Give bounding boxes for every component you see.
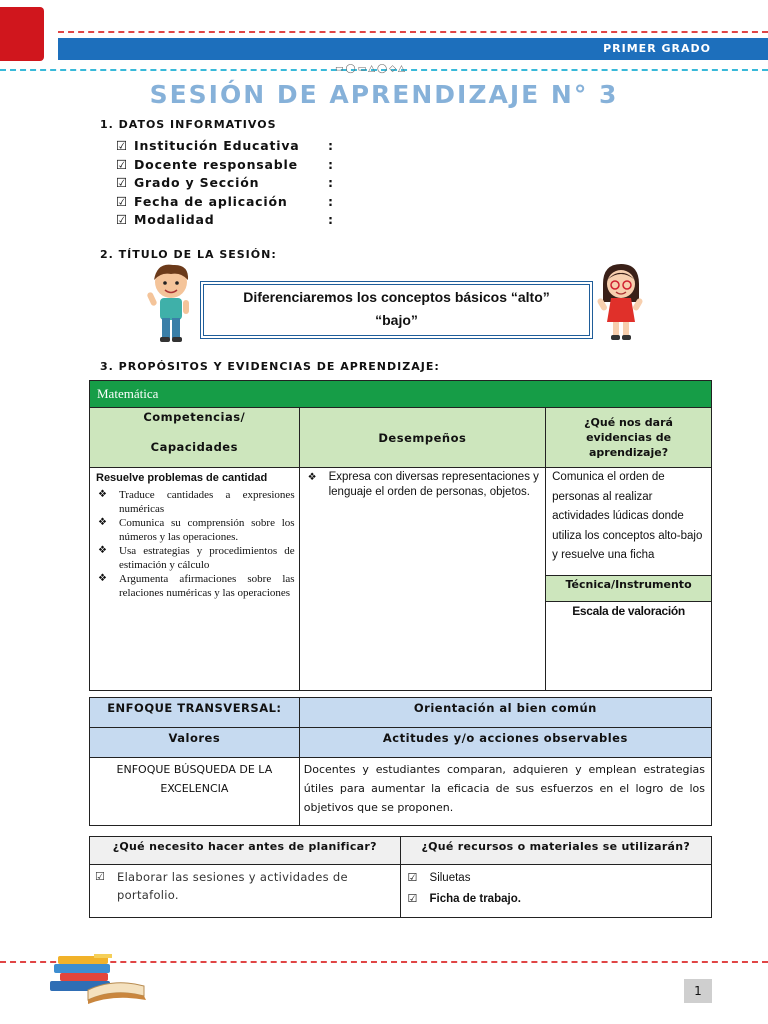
section-propositos-heading: 3. PROPÓSITOS Y EVIDENCIAS DE APRENDIZAJE: bbox=[100, 360, 440, 373]
datos-item: ☑ Grado y Sección : bbox=[116, 175, 334, 190]
top-dashed-line bbox=[58, 31, 768, 33]
section-titulo-heading: 2. TÍTULO DE LA SESIÓN: bbox=[100, 248, 277, 261]
page-number: 1 bbox=[684, 979, 712, 1003]
area-header: Matemática bbox=[90, 381, 712, 408]
evidencia-text: Comunica el orden de personas al realizar actividades lúdicas donde utiliza los conceptos alto-bajo y resuelve una ficha bbox=[552, 471, 703, 561]
capacidades-list bbox=[90, 488, 299, 600]
desempeno-cell bbox=[299, 468, 546, 691]
tecnica-value: Escala de valoración bbox=[572, 604, 685, 618]
checkbox-icon: ☑ bbox=[407, 893, 418, 905]
checkbox-icon: ☑ bbox=[116, 156, 129, 172]
competencias-header: Competencias/ Capacidades bbox=[90, 408, 300, 468]
red-corner-decoration bbox=[0, 7, 44, 61]
evidencia-cell bbox=[546, 468, 712, 691]
boy-illustration bbox=[145, 262, 197, 344]
desempenos-header: Desempeños bbox=[299, 408, 546, 468]
list-item: ❖ Usa estrategias y procedimientos de estimación y cálculo bbox=[98, 544, 295, 572]
datos-list bbox=[116, 138, 334, 231]
valor-cell: ENFOQUE BÚSQUEDA DE LA EXCELENCIA bbox=[90, 758, 300, 826]
girl-illustration bbox=[597, 262, 645, 342]
propositos-table bbox=[89, 380, 712, 691]
checkbox-icon: ☑ bbox=[116, 175, 129, 190]
checkbox-icon: ☑ bbox=[95, 870, 106, 883]
valores-header: Valores bbox=[90, 728, 300, 758]
planificar-table bbox=[89, 836, 712, 918]
datos-item: ☑ Docente responsable : bbox=[116, 156, 334, 172]
section-datos-heading: 1. DATOS INFORMATIVOS bbox=[100, 118, 277, 131]
enfoque-table bbox=[89, 697, 712, 826]
checkbox-icon: ☑ bbox=[407, 872, 418, 884]
evidencias-header: ¿Qué nos dará evidencias de aprendizaje? bbox=[546, 408, 712, 468]
session-title-box bbox=[200, 281, 593, 339]
page-title: SESIÓN DE APRENDIZAJE N° 3 bbox=[149, 80, 619, 109]
capacidades-cell bbox=[90, 468, 300, 691]
list-item: ❖ Comunica su comprensión sobre los números y las operaciones. bbox=[98, 516, 295, 544]
checkbox-icon: ☑ bbox=[116, 212, 129, 227]
list-item: ☑ Siluetas bbox=[408, 868, 705, 888]
list-item: ❖ Argumenta afirmaciones sobre las relaciones numéricas y las operaciones bbox=[98, 572, 295, 600]
recursos-question: ¿Qué recursos o materiales se utilizarán? bbox=[400, 837, 711, 865]
shapes-ornament: ▭◯▭△◯◇△ bbox=[335, 64, 407, 74]
planificar-question: ¿Qué necesito hacer antes de planificar? bbox=[90, 837, 401, 865]
enfoque-name: Orientación al bien común bbox=[299, 698, 711, 728]
session-title-line2: “bajo” bbox=[375, 312, 418, 328]
competencia-label: Resuelve problemas de cantidad bbox=[96, 472, 268, 484]
tecnica-header: Técnica/Instrumento bbox=[546, 575, 711, 602]
grade-label: PRIMER GRADO bbox=[603, 42, 711, 55]
list-item: ☑ Ficha de trabajo. bbox=[408, 888, 705, 910]
checkbox-icon: ☑ bbox=[116, 193, 129, 209]
desempeno-text: ❖ Expresa con diversas representaciones y lenguaje el orden de personas, objetos. bbox=[308, 470, 542, 500]
planificar-answer-cell bbox=[90, 865, 401, 918]
books-illustration bbox=[44, 950, 152, 1006]
list-item: ❖ Traduce cantidades a expresiones numéricas bbox=[98, 488, 295, 516]
descripcion-cell: Docentes y estudiantes comparan, adquieren y emplean estrategias útiles para aumentar la eficacia de sus esfuerzos en el logro de los objetivos que se proponen. bbox=[299, 758, 711, 826]
enfoque-label: ENFOQUE TRANSVERSAL: bbox=[90, 698, 300, 728]
checkbox-icon: ☑ bbox=[116, 138, 129, 153]
datos-item: ☑ Fecha de aplicación : bbox=[116, 193, 334, 209]
materiales-cell bbox=[400, 865, 711, 918]
actitudes-header: Actitudes y/o acciones observables bbox=[299, 728, 711, 758]
datos-item: ☑ Modalidad : bbox=[116, 212, 334, 227]
planificar-answer: Elaborar las sesiones y actividades de portafolio. bbox=[117, 870, 348, 902]
session-title-line1: Diferenciaremos los conceptos básicos “alto” bbox=[243, 289, 550, 305]
datos-item: ☑ Institución Educativa : bbox=[116, 138, 334, 153]
